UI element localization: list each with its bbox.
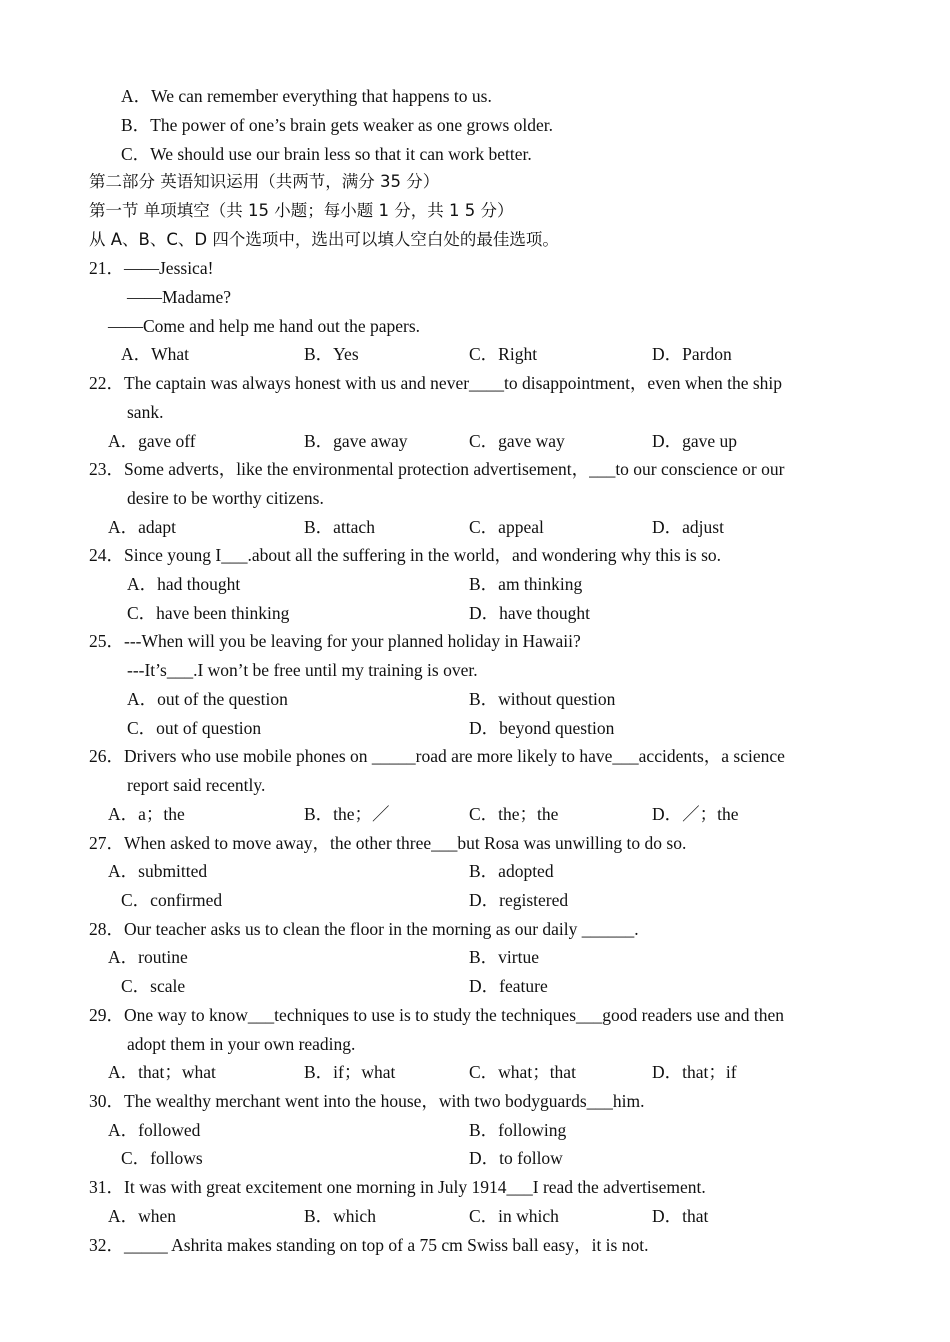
q29-option-a: A．that；what xyxy=(108,1062,216,1082)
q27-option-a: A．submitted xyxy=(108,861,208,881)
q23-option-a: A．adapt xyxy=(108,517,177,537)
q29-line-2: adopt them in your own reading. xyxy=(127,1034,356,1054)
part-two-title: 第二部分 英语知识运用（共两节，满分 35 分） xyxy=(89,172,440,191)
q30-option-c: C．follows xyxy=(121,1148,203,1168)
q22-option-b: B．gave away xyxy=(304,431,408,451)
q24-option-d: D．have thought xyxy=(469,603,591,623)
q28-option-c: C．scale xyxy=(121,976,186,996)
q28-option-d: D．feature xyxy=(469,976,548,996)
q26-option-b: B．the；／ xyxy=(304,804,390,824)
q27-line-1: 27．When asked to move away，the other three___but Rosa was unwilling to do so. xyxy=(89,833,687,853)
q21-option-a: A．What xyxy=(121,344,190,364)
q30-option-d: D．to follow xyxy=(469,1148,563,1168)
q22-line-2: sank. xyxy=(127,402,164,422)
q29-option-b: B．if；what xyxy=(304,1062,396,1082)
q21-option-c: C．Right xyxy=(469,344,538,364)
q26-option-c: C．the；the xyxy=(469,804,559,824)
q26-option-d: D．／；the xyxy=(652,804,739,824)
q22-option-c: C．gave way xyxy=(469,431,565,451)
q22-line-1: 22．The captain was always honest with us and never____to disappointment，even when the ship xyxy=(89,373,783,393)
q23-line-1: 23．Some adverts，like the environmental protection advertisement，___to our conscience or our xyxy=(89,459,785,479)
prev-option-a: A．We can remember everything that happens to us. xyxy=(121,86,492,106)
prev-option-b: B．The power of one’s brain gets weaker as one grows older. xyxy=(121,115,554,135)
q21-line-2: ——Madame? xyxy=(127,287,231,307)
q28-option-a: A．routine xyxy=(108,947,188,967)
q21-option-b: B．Yes xyxy=(304,344,359,364)
instruction-text: 从 A、B、C、D 四个选项中，选出可以填人空白处的最佳选项。 xyxy=(89,230,559,249)
q26-line-1: 26．Drivers who use mobile phones on _____road are more likely to have___accidents，a science xyxy=(89,746,785,766)
q21-option-d: D．Pardon xyxy=(652,344,732,364)
q25-line-2: ---It’s___.I won’t be free until my training is over. xyxy=(127,660,478,680)
q24-option-c: C．have been thinking xyxy=(127,603,290,623)
q29-line-1: 29．One way to know___techniques to use is to study the techniques___good readers use and then xyxy=(89,1005,785,1025)
q25-line-1: 25．---When will you be leaving for your planned holiday in Hawaii? xyxy=(89,631,581,651)
prev-option-c: C．We should use our brain less so that it can work better. xyxy=(121,144,532,164)
q27-option-b: B．adopted xyxy=(469,861,554,881)
q22-option-d: D．gave up xyxy=(652,431,738,451)
q24-line-1: 24．Since young I___.about all the suffering in the world，and wondering why this is so. xyxy=(89,545,722,565)
q23-line-2: desire to be worthy citizens. xyxy=(127,488,324,508)
q21-line-3: ——Come and help me hand out the papers. xyxy=(108,316,421,336)
q28-option-b: B．virtue xyxy=(469,947,539,967)
q31-option-a: A．when xyxy=(108,1206,177,1226)
q25-option-c: C．out of question xyxy=(127,718,262,738)
q29-option-d: D．that；if xyxy=(652,1062,737,1082)
q31-line-1: 31．It was with great excitement one morning in July 1914___I read the advertisement. xyxy=(89,1177,706,1197)
q25-option-a: A．out of the question xyxy=(127,689,288,709)
q31-option-d: D．that xyxy=(652,1206,709,1226)
q28-line-1: 28．Our teacher asks us to clean the floor in the morning as our daily ______. xyxy=(89,919,639,939)
q31-option-b: B．which xyxy=(304,1206,376,1226)
q31-option-c: C．in which xyxy=(469,1206,559,1226)
q29-option-c: C．what；that xyxy=(469,1062,576,1082)
q21-line-1: 21．——Jessica! xyxy=(89,258,214,278)
q23-option-b: B．attach xyxy=(304,517,375,537)
q32-line-1: 32．_____ Ashrita makes standing on top of a 75 cm Swiss ball easy，it is not. xyxy=(89,1235,649,1255)
q25-option-b: B．without question xyxy=(469,689,616,709)
q30-option-b: B．following xyxy=(469,1120,567,1140)
q24-option-a: A．had thought xyxy=(127,574,241,594)
q27-option-c: C．confirmed xyxy=(121,890,223,910)
q24-option-b: B．am thinking xyxy=(469,574,583,594)
q22-option-a: A．gave off xyxy=(108,431,196,451)
q25-option-d: D．beyond question xyxy=(469,718,615,738)
q26-line-2: report said recently. xyxy=(127,775,266,795)
q26-option-a: A．a；the xyxy=(108,804,185,824)
q23-option-c: C．appeal xyxy=(469,517,544,537)
q30-option-a: A．followed xyxy=(108,1120,201,1140)
q30-line-1: 30．The wealthy merchant went into the house，with two bodyguards___him. xyxy=(89,1091,645,1111)
section-one-title: 第一节 单项填空（共 15 小题；每小题 1 分，共 1 5 分） xyxy=(89,201,514,220)
q27-option-d: D．registered xyxy=(469,890,569,910)
q23-option-d: D．adjust xyxy=(652,517,724,537)
